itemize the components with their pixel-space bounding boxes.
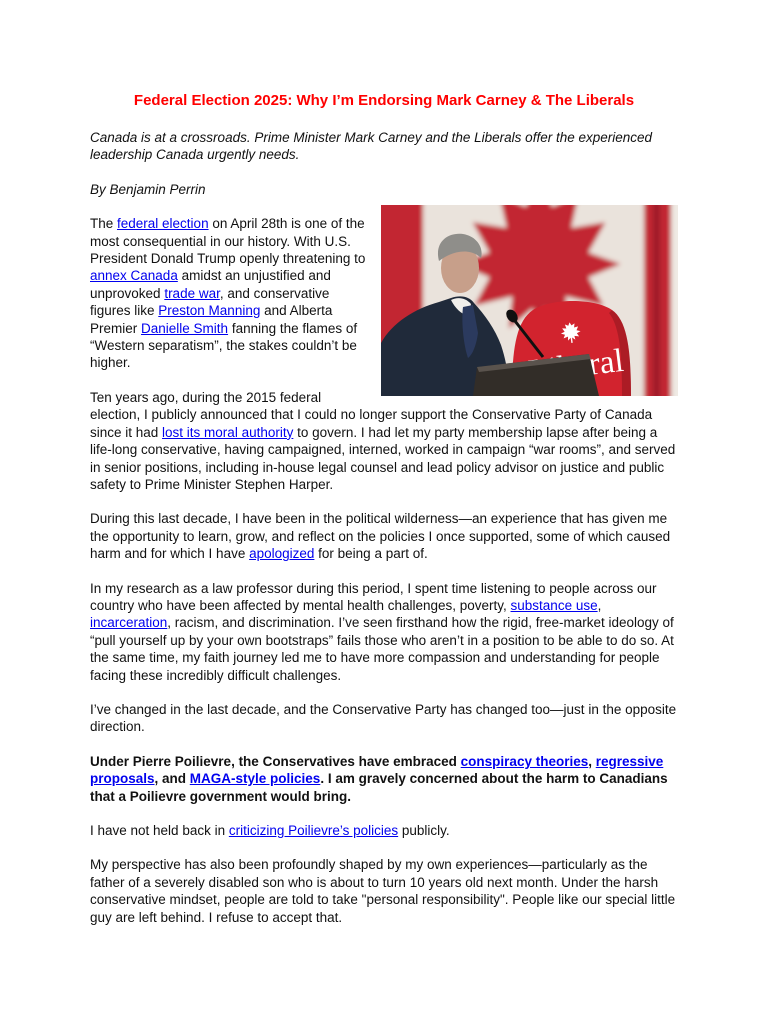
hyperlink[interactable]: Danielle Smith	[141, 320, 229, 336]
text-run: publicly.	[398, 823, 450, 838]
paragraph	[90, 856, 678, 926]
text-run: , and conservative figures like	[90, 285, 330, 319]
text-run: I have not held back in	[90, 823, 229, 838]
paragraph	[90, 580, 678, 684]
hyperlink[interactable]: trade war	[164, 285, 220, 301]
article-photo	[381, 205, 678, 396]
carney-podium-photo	[381, 205, 678, 396]
text-run: . I am gravely concerned about the harm to Canadians that a Poilievre government would bring.	[90, 771, 668, 804]
hyperlink[interactable]: regressive proposals	[90, 753, 664, 787]
text-run: to govern. I had let my party membership lapse after being a life-long conservative, having campaigned, interned, worked in campaign “war rooms”, and served in senior positions, including in-house legal counsel and lead policy advisor on justice and public safety to Prime Minister Stephen Harper.	[90, 424, 676, 492]
text-run: Under Pierre Poilievre, the Conservatives have embraced	[90, 753, 461, 769]
text-run: ,	[588, 753, 596, 769]
text-run: During this last decade, I have been in the political wilderness—an experience that has given me the opportunity to learn, grow, and reflect on the policies I once supported, some of which caused harm and for which I have	[90, 511, 671, 562]
byline: By Benjamin Perrin	[90, 181, 206, 197]
text-run: , and	[154, 771, 190, 787]
paragraph	[90, 822, 678, 839]
hyperlink[interactable]: apologized	[249, 546, 315, 562]
paragraph	[90, 701, 678, 736]
paragraph	[90, 389, 678, 493]
subtitle: Canada is at a crossroads. Prime Minister Mark Carney and the Liberals offer the experienced leadership Canada urgently needs.	[90, 130, 653, 163]
paragraph	[90, 510, 678, 562]
hyperlink[interactable]: MAGA-style policies	[189, 771, 321, 787]
hyperlink[interactable]: lost its moral authority	[162, 424, 294, 440]
text-run: I’ve changed in the last decade, and the Conservative Party has changed too—just in the opposite direction.	[90, 701, 677, 735]
page-title: Federal Election 2025: Why I’m Endorsing Mark Carney & The Liberals	[133, 92, 635, 109]
hyperlink[interactable]: conspiracy theories	[460, 753, 589, 769]
text-run: Ten years ago, during the 2015 federal election, I publicly announced that I could no longer support the Conservative Party of Canada since it had	[90, 389, 653, 440]
hyperlink[interactable]: incarceration	[90, 615, 168, 631]
text-run: My perspective has also been profoundly shaped by my own experiences—particularly as the father of a severely disabled son who is about to turn 10 years old next month. Under the harsh conservative mindset, people are told to take "personal responsibility". People like our special little guy are left behind. I refuse to accept that.	[90, 857, 676, 925]
text-run: ,	[597, 597, 602, 613]
text-run: fanning the flames of “Western separatism”, the stakes couldn’t be higher.	[90, 320, 358, 371]
paragraph	[90, 753, 678, 805]
text-run: In my research as a law professor during this period, I spent time listening to people across our country who have been affected by mental health challenges, poverty,	[90, 580, 657, 613]
text-run: The	[90, 216, 118, 232]
article-body	[90, 215, 678, 926]
hyperlink[interactable]: annex Canada	[90, 268, 178, 284]
text-run: for being a part of.	[314, 546, 428, 562]
hyperlink[interactable]: substance use	[510, 597, 598, 613]
hyperlink[interactable]: criticizing Poilievre’s policies	[228, 823, 399, 838]
text-run: and Alberta Premier	[90, 303, 333, 336]
text-run: , racism, and discrimination. I’ve seen firsthand how the rigid, free-market ideology of “pull yourself up by your own bootstraps” fails those who aren’t in a position to be able to do so. At the same time, my faith journey led me to have more compassion and understanding for people facing these incredibly difficult challenges.	[90, 615, 674, 683]
hyperlink[interactable]: Preston Manning	[158, 303, 261, 319]
text-run: amidst an unjustified and unprovoked	[90, 268, 331, 301]
text-run: on April 28th is one of the most consequential in our history. With U.S. President Donald Trump openly threatening to	[90, 216, 366, 267]
hyperlink[interactable]: federal election	[117, 216, 209, 232]
